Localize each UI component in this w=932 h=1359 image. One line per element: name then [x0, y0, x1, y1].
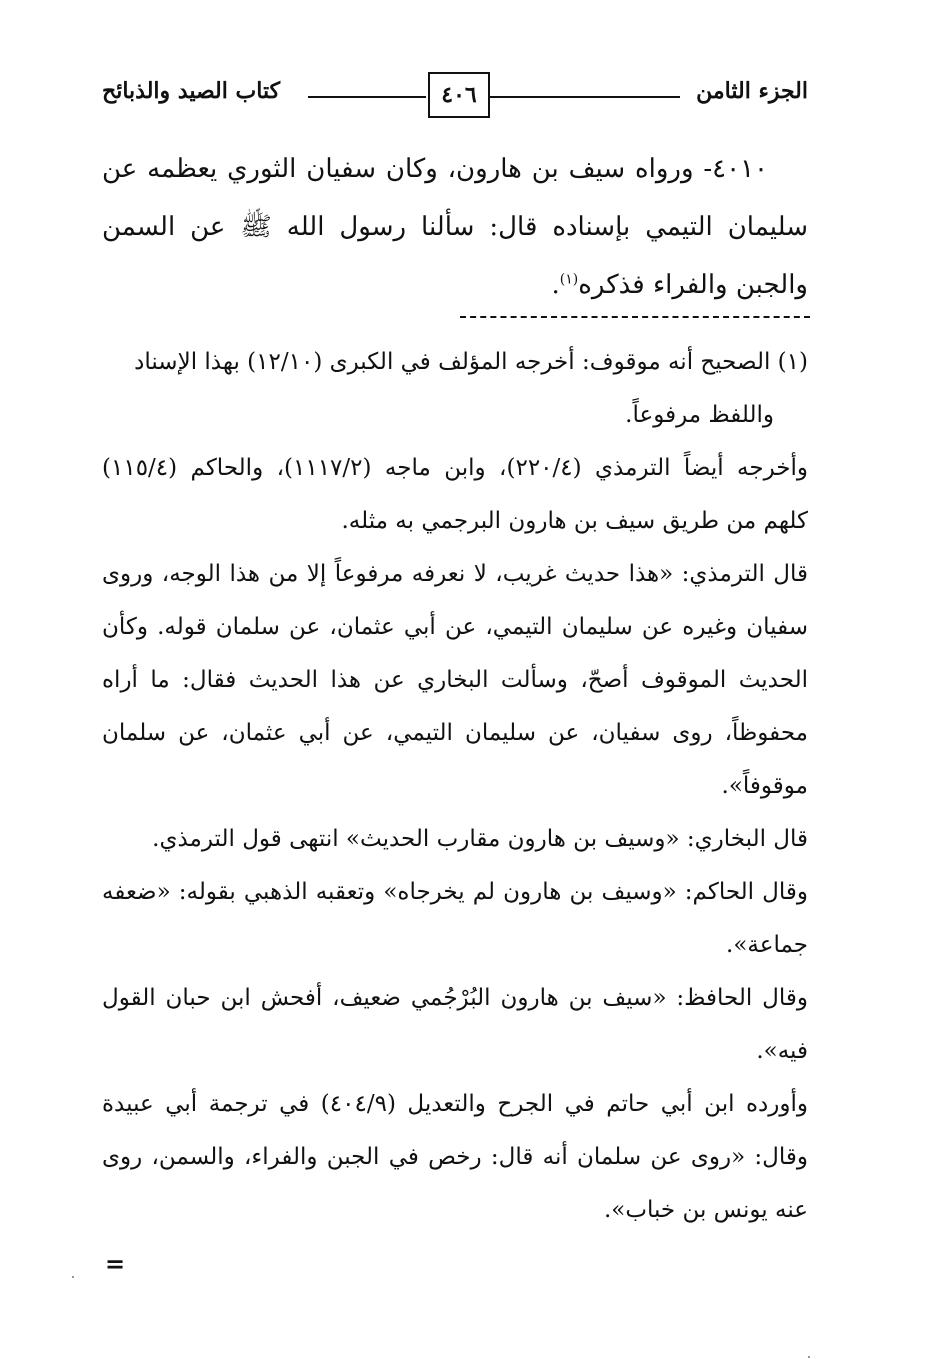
scan-speck: [808, 1356, 810, 1358]
scan-speck: [72, 1276, 74, 1278]
page-header: [102, 62, 808, 120]
book-title: كتاب الصيد والذبائح: [102, 78, 281, 104]
volume-title: الجزء الثامن: [696, 78, 808, 104]
footnote-paragraph-tirmidhi: قال الترمذي: «هذا حديث غريب، لا نعرفه مرفوعاً إلا من هذا الوجه، وروى سفيان وغيره عن سليمان التيمي، عن أبي عثمان، عن سلمان قوله. وكأن الحديث الموقوف أصحّ، وسألت البخاري عن هذا الحديث فقال: ما أراه محفوظاً، روى سفيان، عن سليمان التيمي، عن أبي عثمان، عن سلمان موقوفاً».: [102, 561, 808, 799]
footnote-1-line-2: واللفظ مرفوعاً.: [625, 402, 774, 428]
header-rule-right: [490, 96, 680, 98]
footnote-reference: (١): [559, 271, 579, 288]
footnote-separator: [460, 316, 810, 318]
footnote-1-line-1: (١) الصحيح أنه موقوف: أخرجه المؤلف في الكبرى (١٢/١٠) بهذا الإسناد: [134, 349, 808, 375]
hadith-paragraph: [102, 140, 808, 314]
main-text: [102, 140, 808, 314]
footnote-paragraph-takhrij: وأخرجه أيضاً الترمذي (٢٢٠/٤)، وابن ماجه (١١١٧/٢)، والحاكم (١١٥/٤) كلهم من طريق سيف بن هارون البرجمي به مثله.: [102, 455, 809, 534]
footnotes: [102, 336, 808, 1237]
footnote-paragraph-ibn-abi-hatim: وأورده ابن أبي حاتم في الجرح والتعديل (٤٠٤/٩) في ترجمة أبي عبيدة وقال: «روى عن سلمان أنه قال: رخص في الجبن والفراء، والسمن، روى عنه يونس بن خباب».: [102, 1091, 808, 1223]
continuation-mark: =: [105, 1250, 126, 1278]
footnote-paragraph-bukhari: قال البخاري: «وسيف بن هارون مقارب الحديث» انتهى قول الترمذي.: [152, 826, 808, 852]
page-number: ٤٠٦: [428, 72, 490, 118]
footnote-paragraph-hafiz: وقال الحافظ: «سيف بن هارون البُرْجُمي ضعيف، أفحش ابن حبان القول فيه».: [102, 985, 808, 1064]
footnote-paragraph-hakim: وقال الحاكم: «وسيف بن هارون لم يخرجاه» وتعقبه الذهبي بقوله: «ضعفه جماعة».: [102, 879, 808, 958]
hadith-end-punct: .: [551, 270, 560, 300]
hadith-text: ٤٠١٠- ورواه سيف بن هارون، وكان سفيان الثوري يعظمه عن سليمان التيمي بإسناده قال: سألنا رسول الله ﷺ عن السمن والجبن والفراء فذكره: [102, 154, 808, 300]
header-rule-left: [308, 96, 426, 98]
